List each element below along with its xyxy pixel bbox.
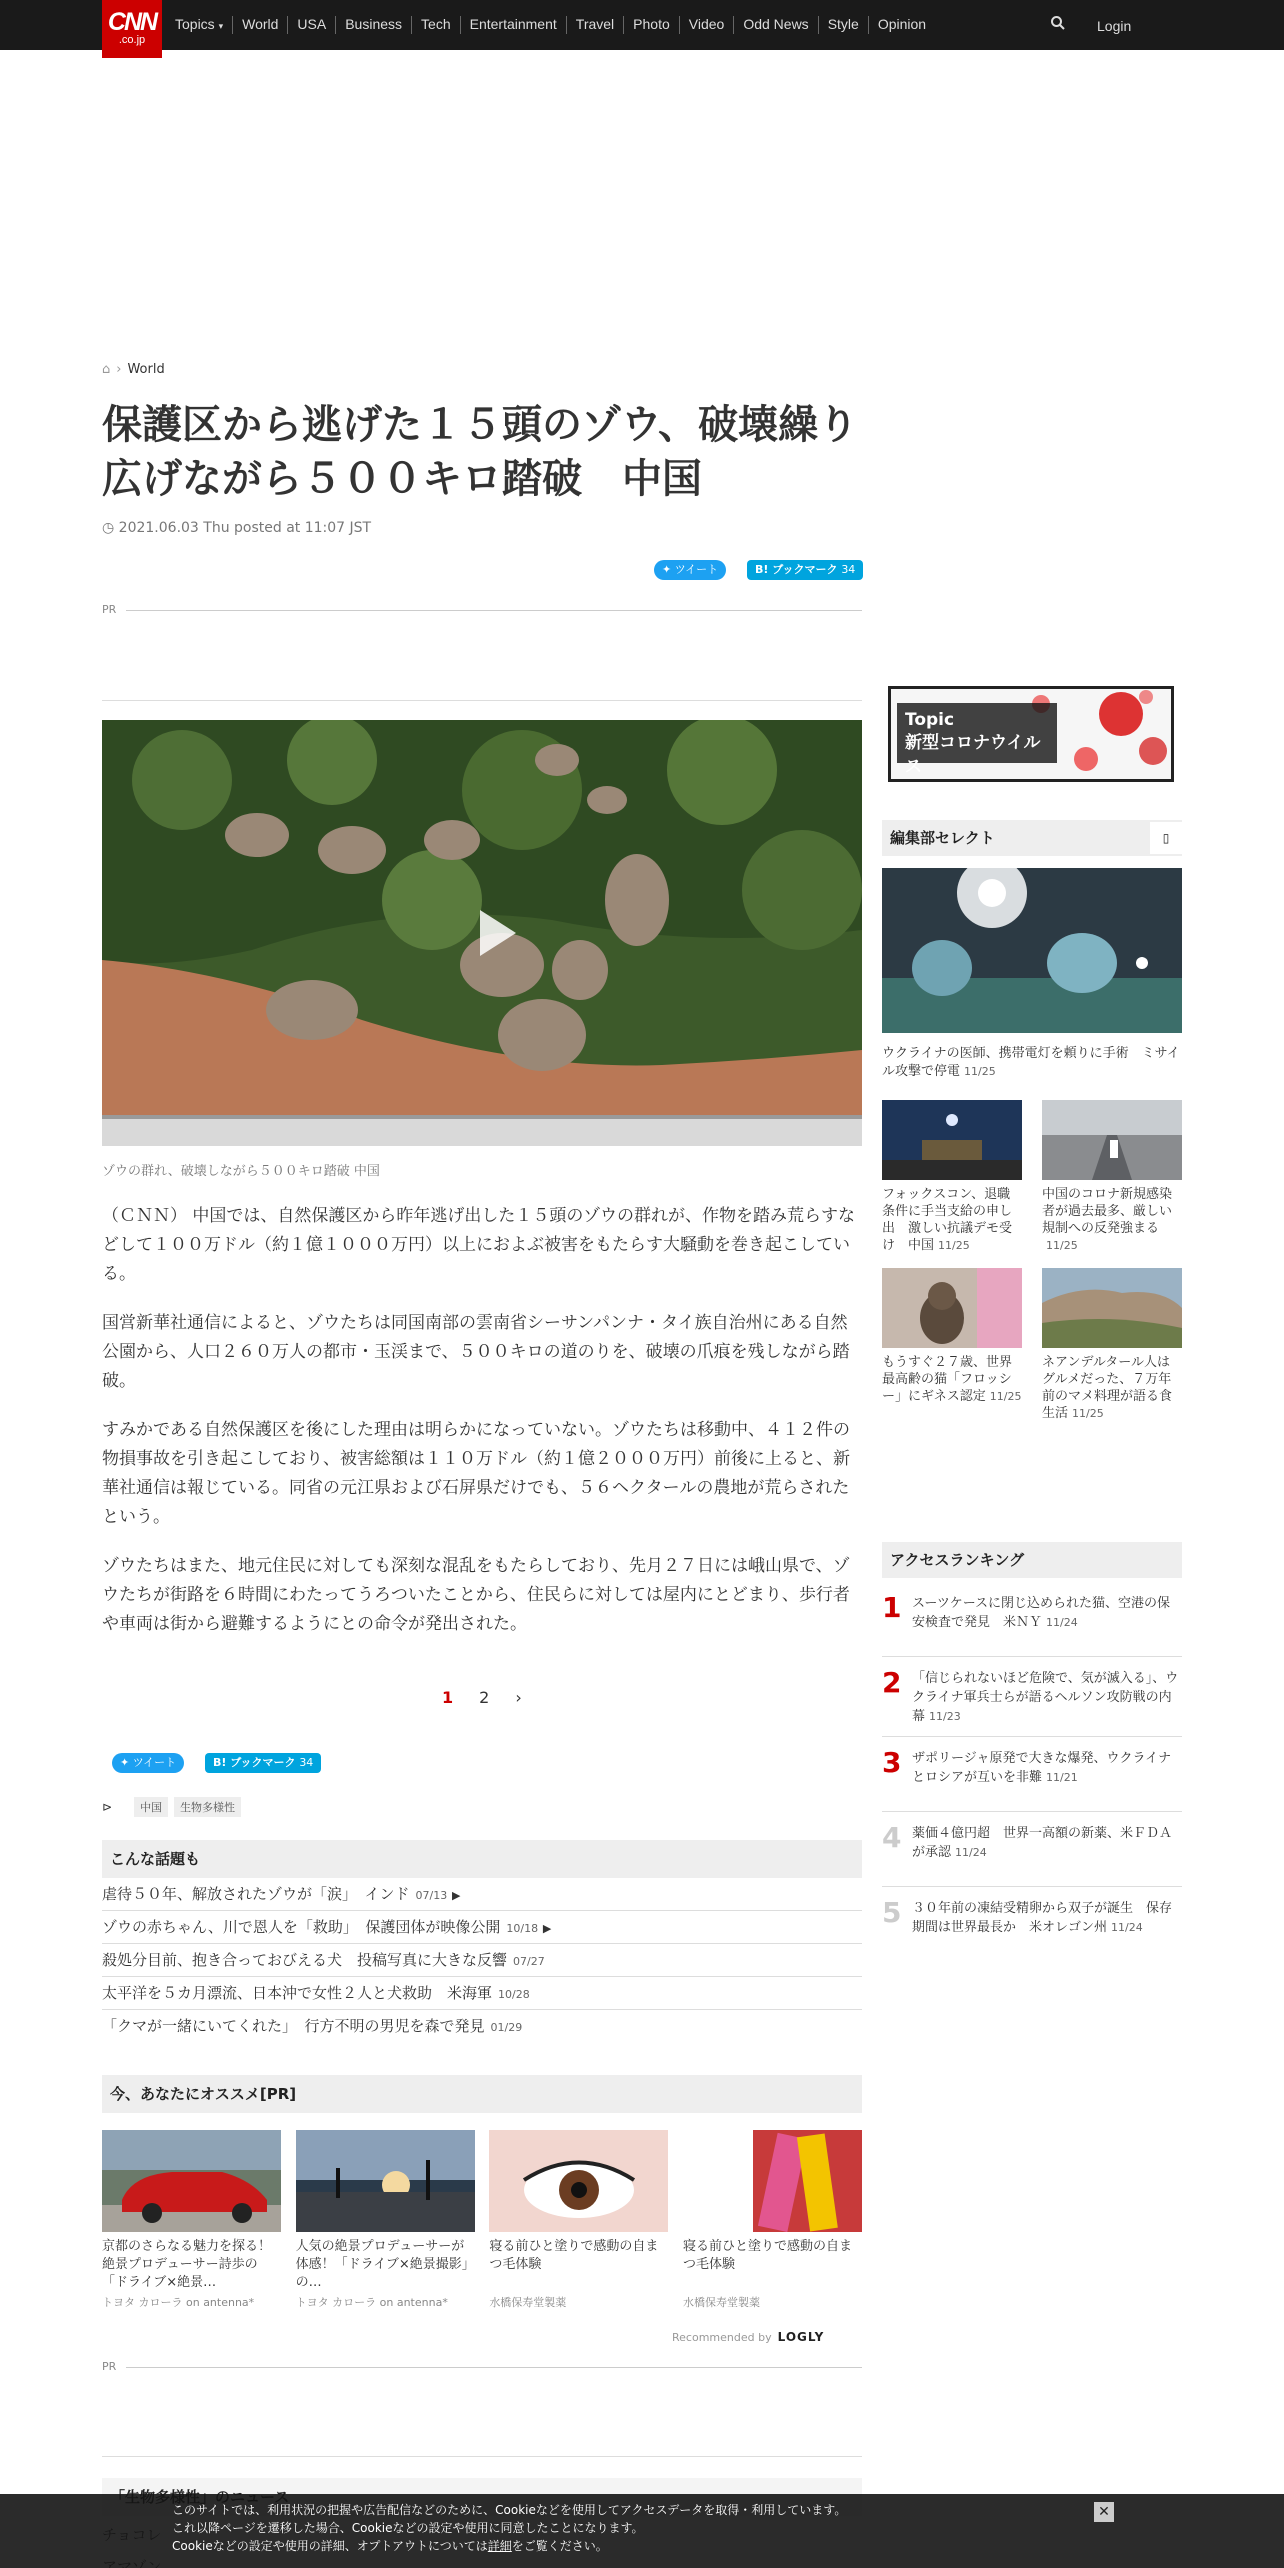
- article-paragraph: 国営新華社通信によると、ゾウたちは同国南部の雲南省シーサンパンナ・タイ族自治州にある自然公園から、人口２６０万人の都市・玉渓まで、５００キロの道のりを、破壊の爪痕を残しながら踏破。: [102, 1313, 850, 1391]
- editors-main-item[interactable]: [882, 868, 1182, 1081]
- nav-world[interactable]: World: [232, 16, 287, 34]
- hatena-bookmark-button[interactable]: [747, 560, 863, 580]
- article-paragraph: （ＣＮＮ） 中国では、自然保護区から昨年逃げ出した１５頭のゾウの群れが、作物を踏み荒らすなどして１００万ドル（約１億１０００万円）以上におよぶ被害をもたらす大騒動を巻き起こしている。: [102, 1206, 856, 1284]
- related-heading: こんな話題も: [102, 1840, 862, 1878]
- page-1[interactable]: 1: [442, 1688, 454, 1707]
- editors-title: もうすぐ２７歳、世界最高齢の猫「フロッシー」にギネス認定: [882, 1355, 1013, 1404]
- ranking-item[interactable]: [882, 1582, 1182, 1657]
- recommend-source: トヨタ カローラ on antenna*: [102, 2296, 255, 2309]
- cookie-text: これ以降ページを遷移した場合、Cookieなどの設定や使用に同意したことになります。: [172, 2521, 644, 2535]
- topic-label-box: [897, 703, 1057, 777]
- related-item[interactable]: [102, 1911, 862, 1944]
- related-item[interactable]: [102, 1878, 862, 1911]
- cosmetic-ad-image: [683, 2130, 862, 2232]
- related-title: 「クマが一緒にいてくれた」 行方不明の男児を森で発見: [102, 2017, 485, 2035]
- editors-title: 中国のコロナ新規感染者が過去最多、厳しい規制への反発強まる: [1042, 1187, 1173, 1236]
- recommended-by-label: Recommended by: [672, 2331, 772, 2344]
- recommend-title: 寝る前ひと塗りで感動の自まつ毛体験: [489, 2239, 659, 2272]
- ranking-item[interactable]: [882, 1887, 1182, 1962]
- related-title: 太平洋を５カ月漂流、日本沖で女性２人と犬救助 米海軍: [102, 1984, 493, 2002]
- editors-select-heading: [882, 820, 1182, 856]
- nav-business[interactable]: Business: [335, 16, 411, 34]
- twitter-icon: ✦: [120, 1756, 130, 1769]
- video-icon: ▶: [452, 1889, 461, 1902]
- article-paragraph: ゾウたちはまた、地元住民に対しても深刻な混乱をもたらしており、先月２７日には峨山県で、ゾウたちが街路を６時間にわたってうろついたことから、住民らに対しては屋内にとどまり、歩行者や車両は街から避難するようにとの命令が発出された。: [102, 1556, 850, 1634]
- topic-banner[interactable]: [888, 686, 1174, 782]
- cave-photo: [1042, 1268, 1182, 1348]
- article-video[interactable]: [102, 720, 862, 1146]
- editors-item[interactable]: [882, 1268, 1022, 1422]
- cookie-text: をご覧ください。: [511, 2539, 608, 2553]
- section-divider: [102, 700, 862, 701]
- editors-title: ネアンデルタール人はグルメだった、７万年前のマメ料理が語る食生活: [1042, 1355, 1173, 1421]
- rank-title: ザポリージャ原発で大きな爆発、ウクライナとロシアが互いを非難: [912, 1751, 1172, 1785]
- top-nav: [0, 0, 1284, 50]
- editors-item[interactable]: [882, 1100, 1022, 1254]
- recommend-heading: 今、あなたにオススメ[PR]: [102, 2075, 862, 2113]
- nav-travel[interactable]: Travel: [566, 16, 623, 34]
- ranking-item[interactable]: [882, 1812, 1182, 1887]
- nav-opinion[interactable]: Opinion: [868, 16, 935, 34]
- topic-label: Topic: [905, 710, 955, 730]
- rank-title: 「信じられないほど危険で、気が滅入る」、ウクライナ軍兵士らが語るヘルソン攻防戦の内幕: [912, 1671, 1179, 1724]
- nav-topics-label: Topics: [175, 16, 215, 32]
- cat-photo: [882, 1268, 1022, 1348]
- tag-icon: ⊳: [102, 1800, 113, 1814]
- related-date: 10/28: [498, 1988, 530, 2001]
- rank-title: ３０年前の凍結受精卵から双子が誕生 保存期間は世界最長か 米オレゴン州: [912, 1901, 1173, 1935]
- eyelash-ad-image: [489, 2130, 668, 2232]
- red-car-image: [102, 2130, 281, 2232]
- chevron-right-icon: ›: [116, 362, 122, 377]
- article-title: 保護区から逃げた１５頭のゾウ、破壊繰り広げながら５００キロ踏破 中国: [102, 402, 858, 502]
- hatena-count: 34: [841, 563, 856, 576]
- recommend-title: 京都のさらなる魅力を探る！絶景プロデューサー詩歩の「ドライブ×絶景…: [102, 2239, 272, 2290]
- nav-links: [175, 16, 935, 34]
- recommend-source: トヨタ カローラ on antenna*: [295, 2296, 448, 2309]
- pr-label: PR: [102, 2360, 117, 2373]
- ranking-item[interactable]: [882, 1737, 1182, 1812]
- cookie-text: このサイトでは、利用状況の把握や広告配信などのために、Cookieなどを使用してアクセスデータを取得・利用しています。: [172, 2503, 847, 2517]
- topic-name: 新型コロナウイルス: [905, 733, 1041, 777]
- nav-tech[interactable]: Tech: [411, 16, 460, 34]
- ranking-list: [882, 1582, 1182, 1962]
- related-date: 07/27: [513, 1955, 545, 1968]
- recommend-item[interactable]: [102, 2130, 281, 2310]
- rank-number: 4: [882, 1821, 902, 1854]
- recommend-title: 人気の絶景プロデューサーが体感！「ドライブ×絶景撮影」の…: [295, 2239, 469, 2290]
- street-photo: [1042, 1100, 1182, 1180]
- play-icon[interactable]: [458, 898, 528, 968]
- pr-label: PR: [102, 603, 117, 616]
- cookie-banner: [0, 2494, 1284, 2568]
- cookie-details-link[interactable]: 詳細: [487, 2539, 512, 2553]
- article-tags: [102, 1797, 241, 1817]
- search-icon[interactable]: [1050, 15, 1066, 31]
- protest-photo: [882, 1100, 1022, 1180]
- editors-date: 11/25: [1072, 1407, 1104, 1420]
- tweet-label: ツイート: [132, 1756, 177, 1769]
- related-item[interactable]: [102, 2010, 862, 2043]
- editors-date: 11/25: [938, 1239, 970, 1252]
- ranking-heading: アクセスランキング: [882, 1542, 1182, 1578]
- recommend-grid: [102, 2130, 862, 2310]
- editors-date: 11/25: [989, 1390, 1022, 1403]
- related-date: 07/13: [415, 1889, 448, 1902]
- section-divider: [102, 2456, 862, 2457]
- related-date: 01/29: [490, 2021, 523, 2034]
- hatena-count: 34: [299, 1756, 314, 1769]
- editors-heading-text: 編集部セレクト: [890, 829, 995, 847]
- sunset-photo: [296, 2130, 475, 2232]
- related-list: [102, 1878, 862, 2043]
- rank-date: 11/24: [1111, 1921, 1143, 1934]
- rank-number: 3: [882, 1746, 902, 1779]
- logo-text: CNN: [107, 8, 157, 36]
- nav-odd-news[interactable]: Odd News: [733, 16, 817, 34]
- tweet-label: ツイート: [674, 563, 719, 576]
- rank-title: スーツケースに閉じ込められた猫、空港の保安検査で発見 米ＮＹ: [912, 1596, 1171, 1630]
- related-title: 殺処分目前、抱き合っておびえる犬 投稿写真に大きな反響: [102, 1951, 508, 1969]
- video-caption: ゾウの群れ、破壊しながら５００キロ踏破 中国: [102, 1164, 380, 1179]
- rank-date: 11/21: [1046, 1771, 1078, 1784]
- twitter-icon: ✦: [662, 563, 672, 576]
- nav-video[interactable]: Video: [679, 16, 734, 34]
- hatena-label: B! ブックマーク: [755, 563, 838, 576]
- tweet-button-bottom[interactable]: [112, 1753, 184, 1773]
- rank-number: 1: [882, 1591, 902, 1624]
- editors-title: ウクライナの医師、携帯電灯を頼りに手術 ミサイル攻撃で停電: [882, 1046, 1180, 1079]
- clock-icon: ◷: [102, 520, 115, 536]
- login-link[interactable]: Login: [1097, 18, 1132, 34]
- nav-entertainment[interactable]: Entertainment: [460, 16, 566, 34]
- recommend-item[interactable]: [683, 2130, 862, 2310]
- surgery-photo: [882, 868, 1182, 1033]
- nav-usa[interactable]: USA: [287, 16, 335, 34]
- menu-icon[interactable]: ▯: [1150, 822, 1182, 854]
- rank-date: 11/24: [1046, 1616, 1078, 1629]
- related-title: 虐待５０年、解放されたゾウが「涙」 インド: [102, 1885, 410, 1903]
- hatena-label: B! ブックマーク: [213, 1756, 296, 1769]
- video-icon: ▶: [542, 1922, 552, 1935]
- related-item[interactable]: [102, 1944, 862, 1977]
- editors-grid: [882, 1100, 1182, 1422]
- tag-china[interactable]: 中国: [134, 1797, 168, 1817]
- recommend-item[interactable]: [489, 2130, 668, 2310]
- pr-divider: [102, 603, 862, 617]
- article-date: [102, 520, 371, 536]
- editors-date: 11/25: [964, 1065, 996, 1078]
- tweet-button[interactable]: [654, 560, 726, 580]
- cnn-logo[interactable]: [102, 0, 162, 58]
- editors-date: 11/25: [1046, 1239, 1078, 1252]
- recommend-source: 水橋保寿堂製薬: [682, 2296, 760, 2309]
- page-2[interactable]: 2: [479, 1688, 490, 1707]
- chevron-down-icon: ▾: [218, 21, 224, 31]
- pr-divider-bottom: [102, 2360, 862, 2374]
- related-item[interactable]: [102, 1977, 862, 2010]
- editors-title: フォックスコン、退職条件に手当支給の申し出 激しい抗議デモ受け 中国: [882, 1187, 1013, 1253]
- rank-date: 11/24: [955, 1846, 987, 1859]
- editors-item[interactable]: [1042, 1100, 1182, 1254]
- nav-style[interactable]: Style: [818, 16, 868, 34]
- breadcrumb: [102, 362, 165, 377]
- recommended-by[interactable]: [672, 2330, 824, 2344]
- hatena-bookmark-button-bottom[interactable]: [205, 1753, 321, 1773]
- recommend-source: 水橋保寿堂製薬: [489, 2296, 567, 2309]
- breadcrumb-world[interactable]: World: [127, 362, 165, 377]
- tag-biodiversity[interactable]: 生物多様性: [174, 1797, 241, 1817]
- editors-item[interactable]: [1042, 1268, 1182, 1422]
- rank-number: 5: [882, 1896, 902, 1929]
- nav-photo[interactable]: Photo: [623, 16, 679, 34]
- article-body: [102, 1202, 862, 1659]
- logo-subtext: .co.jp: [118, 34, 146, 46]
- rank-date: 11/23: [929, 1710, 961, 1723]
- home-icon[interactable]: ⌂: [102, 362, 111, 377]
- ranking-item[interactable]: [882, 1657, 1182, 1737]
- rank-number: 2: [882, 1666, 902, 1699]
- nav-topics[interactable]: [175, 16, 232, 34]
- rank-title: 薬価４億円超 世界一高額の新薬、米ＦＤＡが承認: [912, 1826, 1173, 1860]
- recommend-title: 寝る前ひと塗りで感動の自まつ毛体験: [682, 2239, 852, 2272]
- close-icon[interactable]: ✕: [1094, 2502, 1114, 2522]
- logly-logo: LOGLY: [777, 2330, 825, 2344]
- article-paragraph: すみかである自然保護区を後にした理由は明らかになっていない。ゾウたちは移動中、４１２件の物損事故を引き起こしており、被害総額は１１０万ドル（約１億２０００万円）前後に上ると、新華社通信は報じている。同省の元江県および石屏県だけでも、５６ヘクタールの農地が荒らされたという。: [102, 1420, 850, 1527]
- pagination: [442, 1688, 522, 1707]
- next-page-icon[interactable]: ›: [515, 1688, 522, 1707]
- related-date: 10/18: [506, 1922, 539, 1935]
- cookie-text: Cookieなどの設定や使用の詳細、オプトアウトについては: [172, 2539, 488, 2553]
- article-date-text: 2021.06.03 Thu posted at 11:07 JST: [118, 520, 372, 536]
- related-title: ゾウの赤ちゃん、川で恩人を「救助」 保護団体が映像公開: [102, 1918, 501, 1936]
- recommend-item[interactable]: [296, 2130, 475, 2310]
